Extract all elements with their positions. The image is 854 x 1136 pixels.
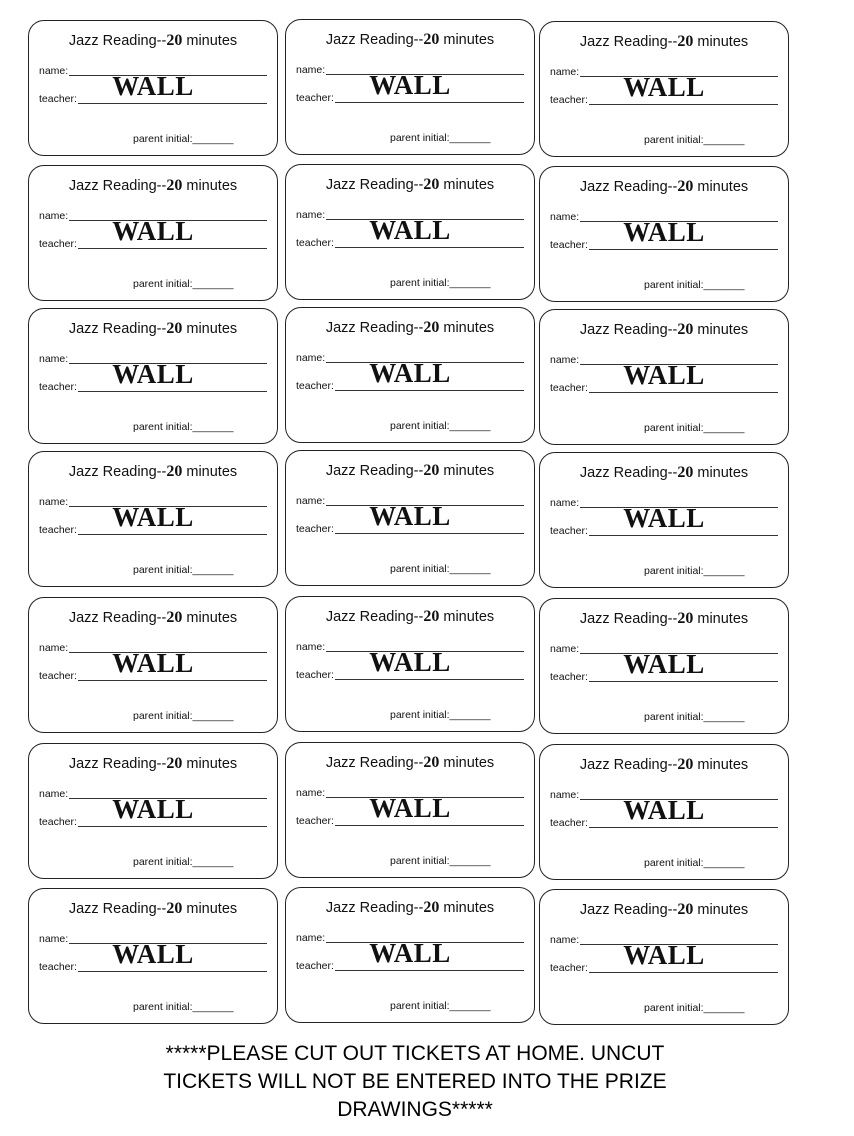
ticket-title-suffix: minutes — [693, 34, 749, 50]
reading-ticket — [28, 308, 278, 444]
ticket-title — [286, 754, 534, 772]
teacher-line — [589, 104, 778, 105]
teacher-line — [589, 972, 778, 973]
ticket-title — [540, 464, 788, 482]
parent-initial-label: parent initial:_______ — [133, 856, 234, 868]
parent-initial-label: parent initial:_______ — [390, 563, 491, 575]
name-label: name: — [296, 352, 326, 364]
teacher-line — [589, 535, 778, 536]
teacher-value: WALL — [623, 940, 705, 970]
teacher-label: teacher: — [550, 671, 588, 683]
ticket-title-prefix: Jazz Reading-- — [68, 33, 167, 49]
ticket-title-prefix: Jazz Reading-- — [325, 609, 424, 625]
ticket-title — [540, 321, 788, 339]
name-label: name: — [550, 354, 580, 366]
ticket-title-suffix: minutes — [439, 755, 495, 771]
ticket-title — [540, 756, 788, 774]
reading-ticket — [28, 20, 278, 156]
ticket-title — [29, 463, 277, 481]
ticket-title — [540, 610, 788, 628]
ticket-title — [29, 32, 277, 50]
teacher-label: teacher: — [550, 239, 588, 251]
reading-ticket — [539, 309, 789, 445]
teacher-line — [78, 534, 267, 535]
ticket-title-prefix: Jazz Reading-- — [325, 320, 424, 336]
ticket-title — [286, 319, 534, 337]
parent-initial-label: parent initial:_______ — [390, 1000, 491, 1012]
ticket-title-prefix: Jazz Reading-- — [325, 463, 424, 479]
ticket-title-number: 20 — [423, 608, 440, 625]
teacher-line — [589, 392, 778, 393]
name-label: name: — [296, 209, 326, 221]
parent-initial-label: parent initial:_______ — [644, 565, 745, 577]
ticket-title — [286, 462, 534, 480]
teacher-value: WALL — [369, 215, 451, 245]
ticket-title-prefix: Jazz Reading-- — [68, 756, 167, 772]
ticket-title-suffix: minutes — [693, 179, 749, 195]
teacher-line — [335, 533, 524, 534]
teacher-label: teacher: — [296, 237, 334, 249]
teacher-label: teacher: — [39, 238, 77, 250]
teacher-label: teacher: — [296, 92, 334, 104]
parent-initial-label: parent initial:_______ — [644, 857, 745, 869]
teacher-line — [589, 681, 778, 682]
ticket-title-suffix: minutes — [182, 33, 238, 49]
name-label: name: — [550, 211, 580, 223]
ticket-title-number: 20 — [677, 901, 694, 918]
teacher-value: WALL — [623, 503, 705, 533]
teacher-value: WALL — [623, 795, 705, 825]
ticket-title-suffix: minutes — [182, 901, 238, 917]
name-label: name: — [39, 210, 69, 222]
teacher-value: WALL — [369, 793, 451, 823]
name-label: name: — [39, 353, 69, 365]
teacher-line — [335, 970, 524, 971]
ticket-title-suffix: minutes — [182, 756, 238, 772]
name-label: name: — [39, 933, 69, 945]
ticket-title — [540, 901, 788, 919]
parent-initial-label: parent initial:_______ — [133, 133, 234, 145]
ticket-title-prefix: Jazz Reading-- — [68, 901, 167, 917]
ticket-title-number: 20 — [677, 178, 694, 195]
teacher-value: WALL — [112, 648, 194, 678]
ticket-title-number: 20 — [166, 320, 183, 337]
teacher-label: teacher: — [39, 93, 77, 105]
parent-initial-label: parent initial:_______ — [390, 420, 491, 432]
reading-ticket — [285, 596, 535, 732]
teacher-value: WALL — [112, 359, 194, 389]
reading-ticket — [539, 452, 789, 588]
teacher-line — [78, 103, 267, 104]
name-label: name: — [39, 642, 69, 654]
parent-initial-label: parent initial:_______ — [390, 709, 491, 721]
ticket-title — [29, 900, 277, 918]
cut-out-notice — [90, 1040, 740, 1124]
name-label: name: — [550, 497, 580, 509]
teacher-value: WALL — [112, 939, 194, 969]
ticket-title — [540, 33, 788, 51]
teacher-line — [589, 249, 778, 250]
parent-initial-label: parent initial:_______ — [644, 134, 745, 146]
teacher-value: WALL — [369, 647, 451, 677]
ticket-title-number: 20 — [677, 321, 694, 338]
ticket-title — [286, 608, 534, 626]
reading-ticket — [28, 888, 278, 1024]
notice-line-3: DRAWINGS***** — [337, 1098, 493, 1121]
ticket-title-prefix: Jazz Reading-- — [68, 610, 167, 626]
reading-ticket — [28, 597, 278, 733]
name-label: name: — [550, 66, 580, 78]
reading-ticket — [539, 598, 789, 734]
ticket-title-number: 20 — [166, 32, 183, 49]
ticket-title-prefix: Jazz Reading-- — [579, 322, 678, 338]
teacher-line — [335, 679, 524, 680]
teacher-label: teacher: — [296, 523, 334, 535]
parent-initial-label: parent initial:_______ — [133, 1001, 234, 1013]
teacher-line — [335, 102, 524, 103]
ticket-title-prefix: Jazz Reading-- — [579, 179, 678, 195]
parent-initial-label: parent initial:_______ — [133, 564, 234, 576]
ticket-title-number: 20 — [166, 755, 183, 772]
ticket-title-number: 20 — [166, 463, 183, 480]
teacher-value: WALL — [369, 70, 451, 100]
teacher-label: teacher: — [39, 670, 77, 682]
ticket-title — [286, 31, 534, 49]
teacher-line — [335, 390, 524, 391]
reading-ticket — [539, 889, 789, 1025]
reading-ticket — [539, 21, 789, 157]
parent-initial-label: parent initial:_______ — [133, 710, 234, 722]
parent-initial-label: parent initial:_______ — [644, 711, 745, 723]
ticket-title — [29, 755, 277, 773]
ticket-title-suffix: minutes — [182, 178, 238, 194]
teacher-label: teacher: — [39, 961, 77, 973]
name-label: name: — [550, 789, 580, 801]
ticket-title-suffix: minutes — [693, 902, 749, 918]
name-label: name: — [39, 788, 69, 800]
teacher-value: WALL — [623, 217, 705, 247]
ticket-title-number: 20 — [423, 462, 440, 479]
ticket-title — [286, 176, 534, 194]
ticket-title-prefix: Jazz Reading-- — [325, 900, 424, 916]
teacher-line — [78, 248, 267, 249]
name-label: name: — [550, 643, 580, 655]
ticket-title-suffix: minutes — [693, 757, 749, 773]
parent-initial-label: parent initial:_______ — [644, 279, 745, 291]
teacher-label: teacher: — [550, 525, 588, 537]
teacher-label: teacher: — [296, 669, 334, 681]
teacher-value: WALL — [623, 649, 705, 679]
ticket-title-number: 20 — [677, 33, 694, 50]
ticket-title-number: 20 — [166, 177, 183, 194]
teacher-value: WALL — [112, 71, 194, 101]
ticket-title-number: 20 — [166, 609, 183, 626]
teacher-label: teacher: — [550, 962, 588, 974]
ticket-title-number: 20 — [677, 610, 694, 627]
teacher-line — [78, 826, 267, 827]
ticket-title-prefix: Jazz Reading-- — [325, 32, 424, 48]
reading-ticket — [539, 744, 789, 880]
teacher-label: teacher: — [296, 815, 334, 827]
name-label: name: — [39, 496, 69, 508]
ticket-title — [286, 899, 534, 917]
ticket-title-suffix: minutes — [439, 32, 495, 48]
reading-ticket — [285, 742, 535, 878]
ticket-title-prefix: Jazz Reading-- — [325, 177, 424, 193]
reading-ticket — [285, 450, 535, 586]
ticket-title-suffix: minutes — [182, 321, 238, 337]
reading-ticket — [285, 887, 535, 1023]
parent-initial-label: parent initial:_______ — [390, 132, 491, 144]
teacher-label: teacher: — [550, 817, 588, 829]
ticket-title-prefix: Jazz Reading-- — [579, 757, 678, 773]
parent-initial-label: parent initial:_______ — [133, 278, 234, 290]
reading-ticket — [285, 19, 535, 155]
name-label: name: — [296, 787, 326, 799]
ticket-title-number: 20 — [677, 464, 694, 481]
ticket-title-prefix: Jazz Reading-- — [579, 902, 678, 918]
ticket-title-number: 20 — [423, 899, 440, 916]
reading-ticket — [285, 307, 535, 443]
name-label: name: — [296, 64, 326, 76]
teacher-label: teacher: — [296, 380, 334, 392]
reading-ticket — [28, 451, 278, 587]
ticket-title-suffix: minutes — [439, 609, 495, 625]
ticket-title-suffix: minutes — [693, 322, 749, 338]
ticket-title-number: 20 — [166, 900, 183, 917]
teacher-line — [78, 971, 267, 972]
parent-initial-label: parent initial:_______ — [133, 421, 234, 433]
ticket-title-prefix: Jazz Reading-- — [68, 178, 167, 194]
ticket-title-number: 20 — [423, 754, 440, 771]
teacher-label: teacher: — [39, 524, 77, 536]
reading-ticket — [285, 164, 535, 300]
ticket-title-number: 20 — [423, 319, 440, 336]
parent-initial-label: parent initial:_______ — [644, 1002, 745, 1014]
ticket-title-suffix: minutes — [439, 900, 495, 916]
ticket-title-suffix: minutes — [182, 464, 238, 480]
teacher-label: teacher: — [550, 382, 588, 394]
ticket-title-number: 20 — [423, 31, 440, 48]
teacher-value: WALL — [369, 358, 451, 388]
teacher-label: teacher: — [39, 816, 77, 828]
parent-initial-label: parent initial:_______ — [390, 855, 491, 867]
ticket-title-prefix: Jazz Reading-- — [579, 34, 678, 50]
teacher-line — [335, 825, 524, 826]
teacher-label: teacher: — [39, 381, 77, 393]
ticket-title-number: 20 — [423, 176, 440, 193]
ticket-title-prefix: Jazz Reading-- — [579, 611, 678, 627]
ticket-title-suffix: minutes — [693, 611, 749, 627]
ticket-title-prefix: Jazz Reading-- — [68, 321, 167, 337]
teacher-value: WALL — [623, 72, 705, 102]
notice-line-1: *****PLEASE CUT OUT TICKETS AT HOME. UNCUT — [165, 1042, 665, 1065]
ticket-title-prefix: Jazz Reading-- — [325, 755, 424, 771]
teacher-value: WALL — [369, 938, 451, 968]
teacher-label: teacher: — [296, 960, 334, 972]
teacher-line — [78, 391, 267, 392]
ticket-title-suffix: minutes — [439, 463, 495, 479]
ticket-title — [29, 320, 277, 338]
ticket-title-suffix: minutes — [693, 465, 749, 481]
name-label: name: — [296, 932, 326, 944]
ticket-title — [29, 609, 277, 627]
parent-initial-label: parent initial:_______ — [644, 422, 745, 434]
ticket-title — [29, 177, 277, 195]
teacher-line — [335, 247, 524, 248]
teacher-value: WALL — [369, 501, 451, 531]
teacher-value: WALL — [112, 502, 194, 532]
ticket-title — [540, 178, 788, 196]
teacher-label: teacher: — [550, 94, 588, 106]
name-label: name: — [550, 934, 580, 946]
name-label: name: — [296, 641, 326, 653]
teacher-value: WALL — [112, 794, 194, 824]
reading-ticket — [539, 166, 789, 302]
ticket-title-suffix: minutes — [439, 177, 495, 193]
reading-ticket — [28, 743, 278, 879]
teacher-line — [589, 827, 778, 828]
notice-line-2: TICKETS WILL NOT BE ENTERED INTO THE PRIZE — [163, 1070, 667, 1093]
parent-initial-label: parent initial:_______ — [390, 277, 491, 289]
ticket-title-prefix: Jazz Reading-- — [579, 465, 678, 481]
name-label: name: — [296, 495, 326, 507]
teacher-value: WALL — [112, 216, 194, 246]
ticket-title-prefix: Jazz Reading-- — [68, 464, 167, 480]
teacher-value: WALL — [623, 360, 705, 390]
teacher-line — [78, 680, 267, 681]
ticket-title-suffix: minutes — [439, 320, 495, 336]
reading-ticket — [28, 165, 278, 301]
ticket-title-suffix: minutes — [182, 610, 238, 626]
ticket-title-number: 20 — [677, 756, 694, 773]
name-label: name: — [39, 65, 69, 77]
